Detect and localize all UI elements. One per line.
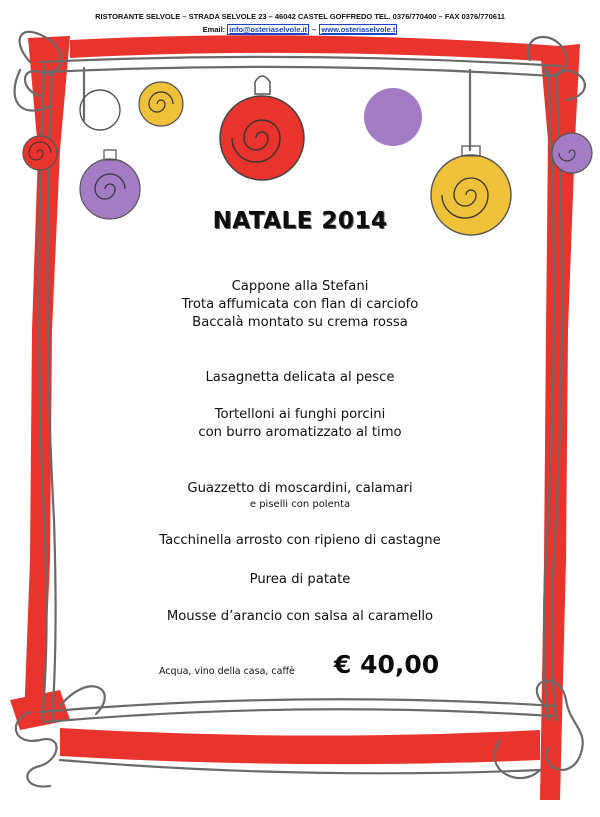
menu-item-secondo-2: Tacchinella arrosto con ripieno di castagne [159, 533, 441, 548]
menu-title: NATALE 2014 [212, 208, 388, 234]
menu-price: € 40,00 [334, 650, 440, 679]
menu-item-primo-1: Lasagnetta delicata al pesce [205, 370, 395, 385]
menu-item-secondo-1: Guazzetto di moscardini, calamari [187, 481, 413, 496]
menu-item-antipasto-3: Baccalà montato su crema rossa [192, 315, 408, 330]
menu-list [0, 278, 600, 626]
menu-item-contorno: Purea di patate [249, 572, 351, 587]
menu-item-dolce: Mousse d’arancio con salsa al caramello [166, 609, 434, 624]
included-extras: Acqua, vino della casa, caffè [159, 666, 295, 677]
menu-item-primo-2: Tortelloni ai funghi porcini [214, 407, 386, 422]
menu-item-antipasto-1: Cappone alla Stefani [231, 279, 369, 294]
menu-item-secondo-1-detail: e piselli con polenta [249, 499, 351, 510]
contact-separator: – [312, 25, 317, 34]
email-label: Email: [202, 25, 226, 34]
header-address: RISTORANTE SELVOLE – STRADA SELVOLE 23 – 46042 CASTEL GOFFREDO TEL. 0376/770400 – FAX 0376/770611 [95, 12, 505, 21]
menu-item-primo-2-detail: con burro aromatizzato al timo [198, 425, 402, 440]
menu-item-antipasto-2: Trota affumicata con flan di carciofo [181, 297, 419, 312]
email-link[interactable]: info@osteriaselvole.it [229, 25, 308, 34]
website-link[interactable]: www.osteriaselvole.t [321, 25, 396, 34]
